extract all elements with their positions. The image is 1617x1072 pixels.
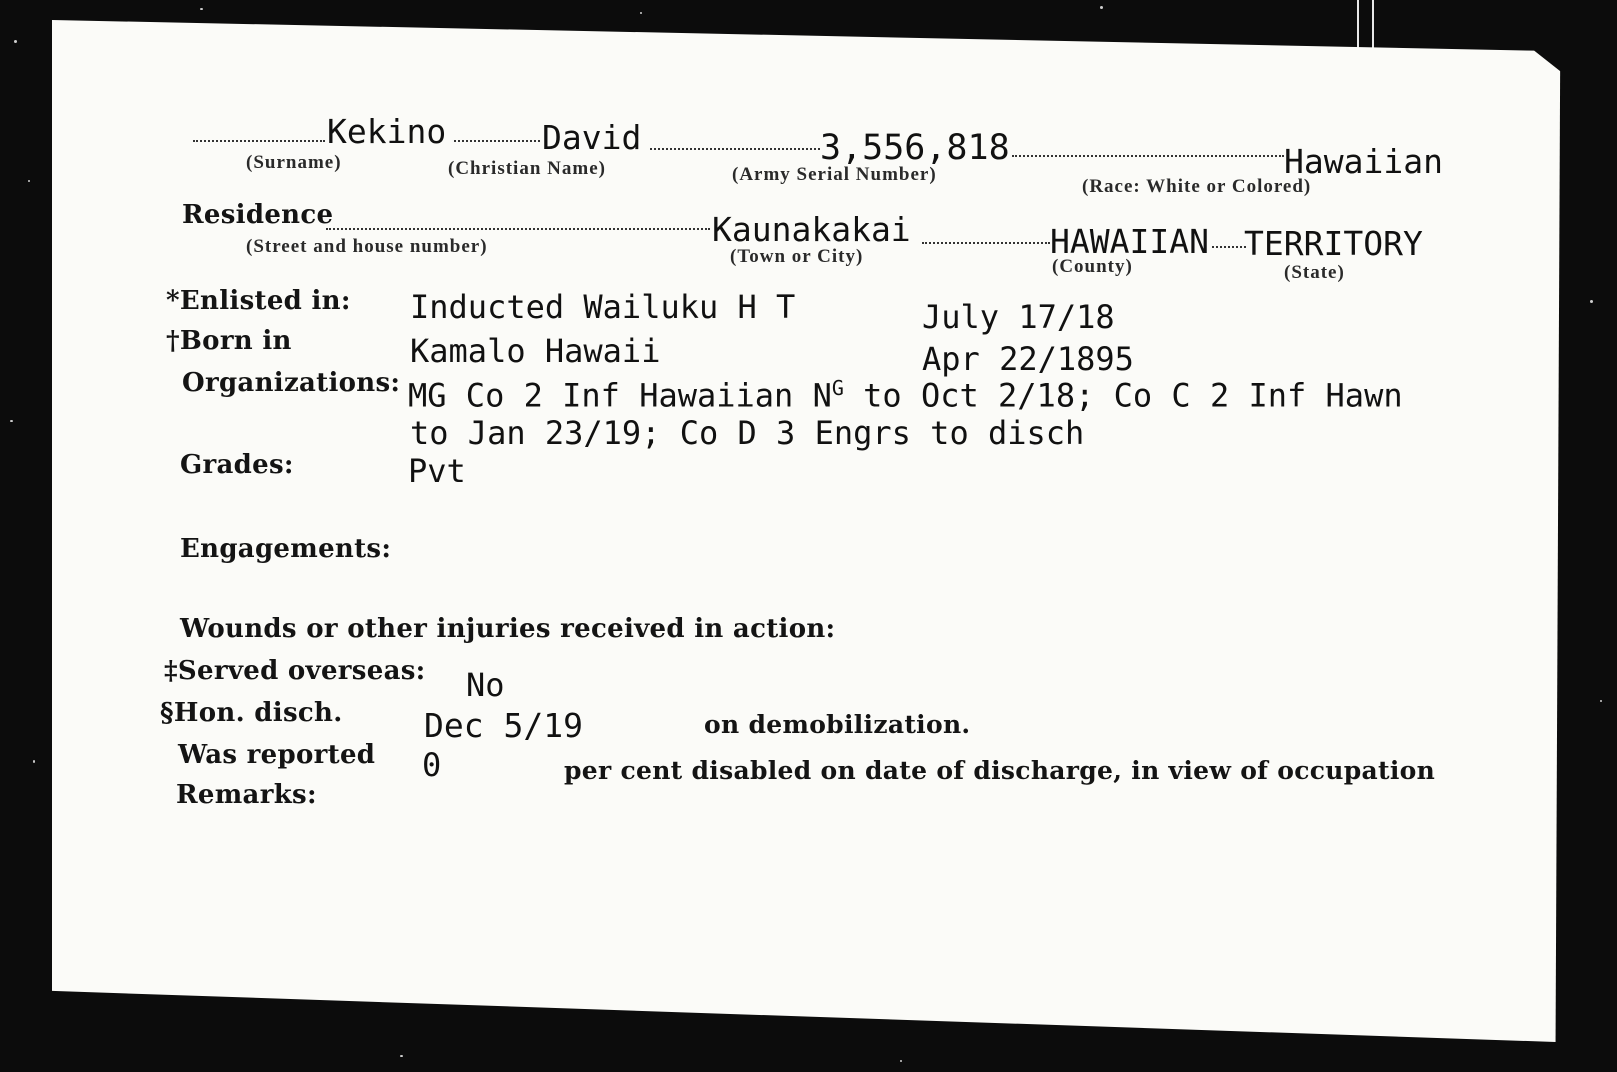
dotted-rule xyxy=(454,140,540,142)
served-overseas-value: No xyxy=(466,666,505,704)
state-value: TERRITORY xyxy=(1244,224,1423,263)
enlisted-date: July 17/18 xyxy=(922,298,1115,336)
residence-label: Residence xyxy=(182,200,334,230)
film-speck xyxy=(400,1055,403,1057)
serial-number-value: 3,556,818 xyxy=(820,128,1010,168)
served-overseas-label: ‡Served overseas: xyxy=(164,656,426,686)
film-speck xyxy=(14,40,17,43)
film-speck xyxy=(10,420,13,422)
town-caption: (Town or City) xyxy=(730,246,864,267)
county-caption: (County) xyxy=(1052,256,1133,277)
remarks-label: Remarks: xyxy=(176,780,317,810)
enlisted-value: Inducted Wailuku H T xyxy=(410,288,796,326)
birth-date: Apr 22/1895 xyxy=(922,340,1134,378)
film-speck xyxy=(640,12,642,14)
grades-label: Grades: xyxy=(180,450,294,480)
enlisted-label: *Enlisted in: xyxy=(166,286,351,316)
state-caption: (State) xyxy=(1284,262,1345,283)
surname-caption: (Surname) xyxy=(246,152,342,173)
film-speck xyxy=(28,180,30,182)
serial-number-caption: (Army Serial Number) xyxy=(732,164,937,185)
dotted-rule xyxy=(326,228,710,230)
race-caption: (Race: White or Colored) xyxy=(1082,176,1312,197)
film-speck xyxy=(1600,700,1602,702)
town-value: Kaunakakai xyxy=(712,210,911,249)
grade-value: Pvt xyxy=(408,452,466,490)
dotted-rule xyxy=(650,148,820,150)
film-speck xyxy=(33,760,35,763)
film-speck xyxy=(200,8,203,10)
dotted-rule xyxy=(1012,155,1284,157)
discharge-date: Dec 5/19 xyxy=(424,706,583,745)
discharge-note: on demobilization. xyxy=(704,710,971,739)
reported-label: Was reported xyxy=(178,740,376,770)
disability-statement: per cent disabled on date of discharge, in view of occupation xyxy=(564,756,1436,785)
race-value: Hawaiian xyxy=(1284,142,1443,181)
film-speck xyxy=(1100,6,1103,9)
county-value: HAWAIIAN xyxy=(1050,222,1209,261)
organizations-line-1: MG Co 2 Inf Hawaiian $N^G$ to Oct 2/18; Co C 2 Inf Hawn xyxy=(408,376,1403,415)
disability-percent-value: 0 xyxy=(422,746,442,784)
surname-value: Kekino xyxy=(327,112,447,151)
christian-name-caption: (Christian Name) xyxy=(448,158,606,179)
discharge-label: §Hon. disch. xyxy=(160,698,343,728)
christian-name-value: David xyxy=(542,118,642,157)
dotted-rule xyxy=(1212,246,1246,248)
engagements-label: Engagements: xyxy=(180,534,392,564)
birthplace-value: Kamalo Hawaii xyxy=(410,332,661,370)
street-caption: (Street and house number) xyxy=(246,236,488,257)
organizations-line-2: to Jan 23/19; Co D 3 Engrs to disch xyxy=(410,414,1085,452)
wounds-label: Wounds or other injuries received in action: xyxy=(180,614,836,644)
dotted-rule xyxy=(922,242,1050,244)
born-label: †Born in xyxy=(166,326,292,356)
dotted-rule xyxy=(193,140,325,142)
film-speck xyxy=(1590,300,1593,303)
film-speck xyxy=(900,1060,902,1062)
organizations-label: Organizations: xyxy=(182,368,401,398)
